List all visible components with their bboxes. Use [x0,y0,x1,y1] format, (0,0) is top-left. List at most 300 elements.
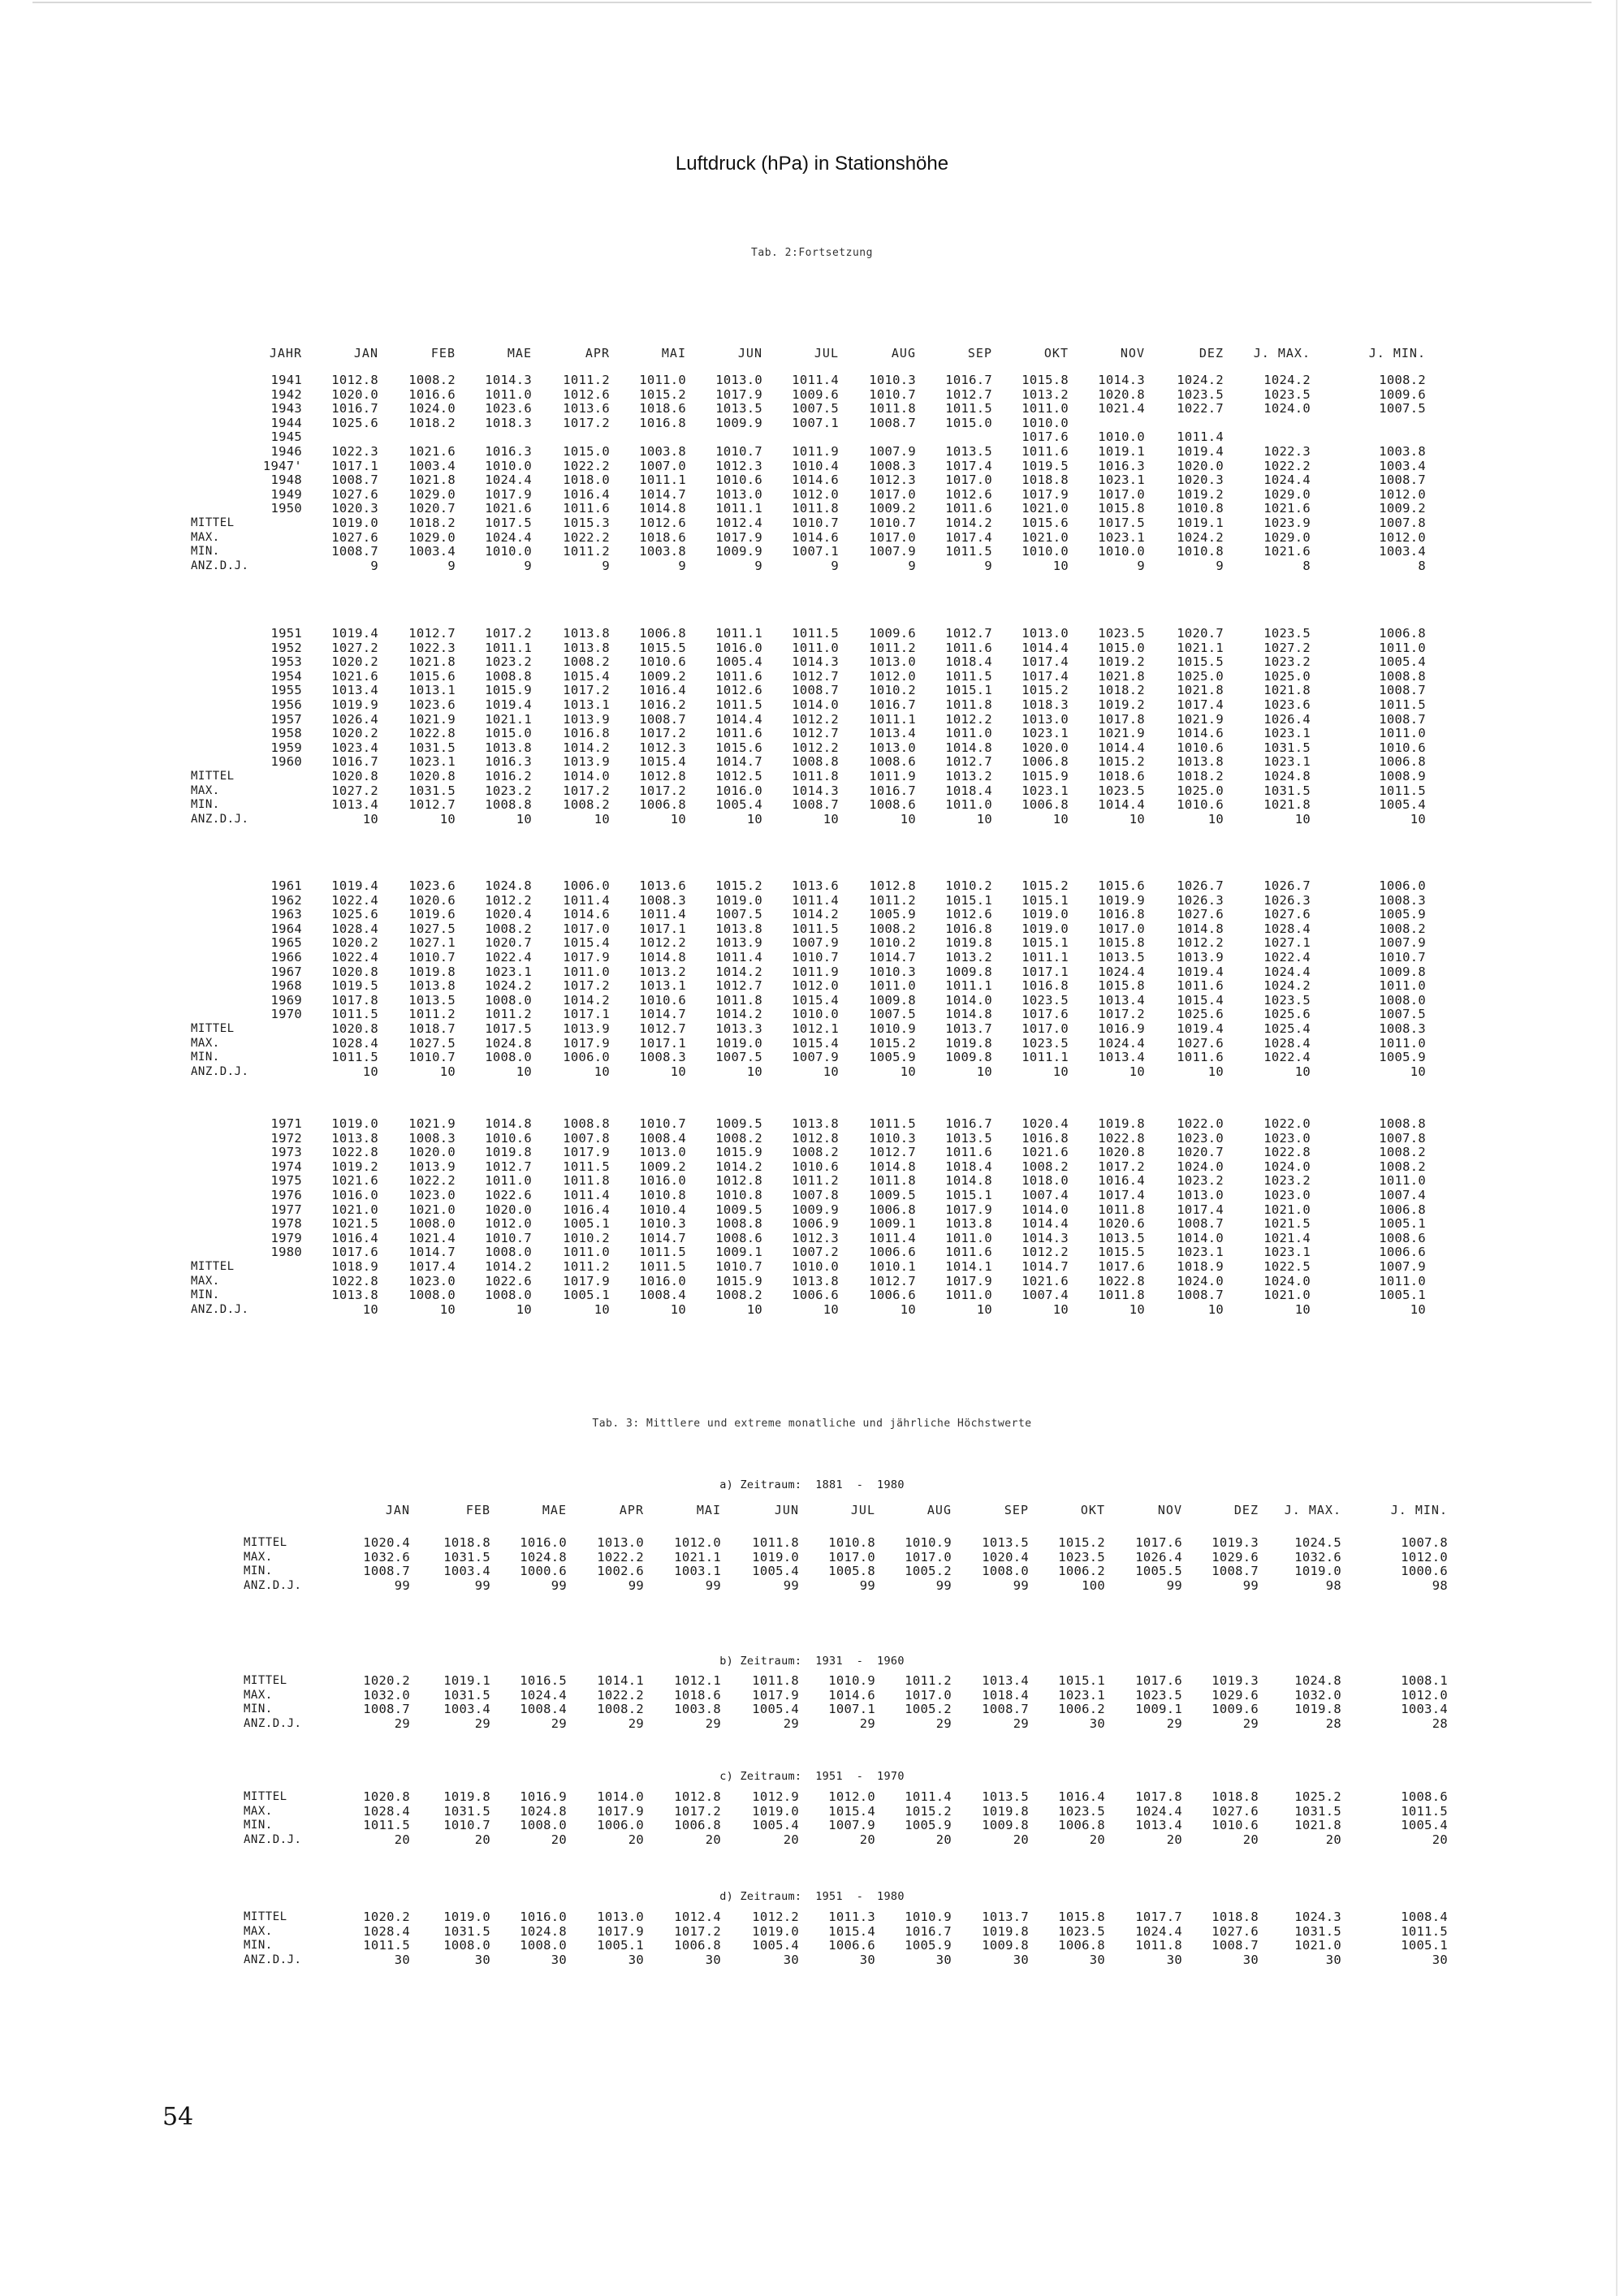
table3-cell: 1008.6 [1401,1789,1448,1804]
table2-cell: 1023.4 [331,740,378,755]
table2-cell: 1014.7 [1021,1259,1069,1274]
table3-cell: 1012.0 [1401,1688,1448,1703]
table2-cell: 1011.0 [563,1245,610,1259]
table2-cell: 9 [1216,559,1224,573]
table2-cell: 1007.9 [792,935,839,950]
table2-cell: 1011.6 [715,669,762,684]
table2-cell: 1016.7 [869,783,916,798]
table2-cell: 1008.3 [408,1131,456,1146]
table2-cell: 1023.2 [1263,1173,1311,1188]
table3-cell: 1015.1 [1058,1673,1105,1688]
table2-cell: 1020.8 [331,769,378,783]
table3-row-label: ANZ.D.J. [244,1717,302,1730]
table2-cell: 1013.8 [331,1288,378,1302]
table2-cell: 1013.0 [1177,1188,1224,1202]
table2-cell: 1022.6 [485,1274,532,1288]
table2-cell: 1008.2 [715,1131,762,1146]
table2-cell: 9 [831,559,839,573]
table2-cell: 1010.6 [792,1159,839,1174]
table3-cell: 1012.0 [828,1789,875,1804]
table2-cell: 1023.9 [1263,516,1311,530]
table2-cell: 1011.4 [869,1231,916,1245]
table2-cell: 1023.5 [1098,783,1145,798]
table2-cell: 1012.7 [639,1021,686,1036]
table2-row-year: 1965 [270,935,302,950]
table2-cell: 1014.2 [563,993,610,1008]
table2-cell: 1016.3 [1098,459,1145,473]
table2-cell: 1009.5 [715,1202,762,1217]
table2-cell: 1031.5 [408,783,456,798]
table3-cell: 1002.6 [597,1564,644,1578]
table2-row-year: 1953 [270,654,302,669]
table3-cell: 1024.4 [1135,1804,1182,1819]
table2-cell: 1006.6 [792,1288,839,1302]
table2-cell: 1024.0 [1263,1274,1311,1288]
table3-cell: 1005.4 [1401,1818,1448,1832]
table2-cell: 10 [976,812,992,826]
table2-cell: 1013.9 [715,935,762,950]
table3-cell: 1019.0 [752,1924,799,1939]
table2-cell: 1022.4 [1263,1050,1311,1064]
table2-cell: 1021.4 [408,1231,456,1245]
table3-cell: 30 [1013,1953,1029,1967]
table2-cell: 1007.1 [792,544,839,559]
table2-cell: 1015.9 [715,1145,762,1159]
table3-header-2: MAE [542,1503,567,1517]
table2-cell: 10 [1294,1064,1311,1079]
table2-cell: 1020.4 [1021,1116,1069,1131]
table2-cell: 1013.8 [331,1131,378,1146]
table2-cell: 1011.6 [715,726,762,740]
table2-cell: 1007.5 [715,1050,762,1064]
table2-cell: 1008.8 [563,1116,610,1131]
table2-cell: 1014.8 [869,1159,916,1174]
table2-cell: 1006.8 [1379,754,1426,769]
table2-cell: 1013.6 [639,878,686,893]
table2-cell: 1019.0 [331,516,378,530]
table2-cell: 1012.1 [792,1021,839,1036]
table2-cell: 1019.9 [1098,893,1145,908]
table2-cell: 1016.4 [639,683,686,697]
table2-cell: 1005.9 [869,1050,916,1064]
table2-cell: 1015.6 [1098,878,1145,893]
table2-cell: 1012.7 [485,1159,532,1174]
table2-cell: 1015.4 [792,993,839,1008]
table2-cell: 1005.4 [1379,797,1426,812]
table2-cell: 1021.0 [1263,1288,1311,1302]
table3-cell: 1009.1 [1135,1702,1182,1716]
table2-cell: 1018.9 [331,1259,378,1274]
table2-cell: 1017.4 [1177,1202,1224,1217]
table2-cell: 1015.8 [1098,501,1145,516]
table2-cell: 1016.2 [639,697,686,712]
table2-cell: 1007.5 [1379,1007,1426,1021]
table2-cell: 1011.5 [563,1159,610,1174]
table2-cell: 1014.7 [639,1231,686,1245]
table3-cell: 29 [935,1716,952,1731]
table2-cell: 1023.6 [408,697,456,712]
table2-cell: 1014.1 [945,1259,992,1274]
table2-cell: 1012.6 [945,907,992,921]
table2-row-year: 1945 [270,429,302,444]
table3-cell: 1021.1 [674,1550,721,1564]
table3-row-label: ANZ.D.J. [244,1953,302,1966]
table2-cell: 1016.0 [715,783,762,798]
table2-cell: 1016.7 [945,1116,992,1131]
table2-row-year: 1976 [270,1188,302,1202]
table2-cell: 1008.7 [331,544,378,559]
table3-cell: 1011.5 [363,1818,410,1832]
table2-cell: 1015.3 [563,516,610,530]
table2-cell: 1020.2 [331,935,378,950]
table2-cell: 1011.2 [563,1259,610,1274]
table2-cell: 1011.1 [945,978,992,993]
table2-cell: 1015.2 [715,878,762,893]
table2-cell: 1011.0 [1379,1274,1426,1288]
table2-cell: 1014.0 [945,993,992,1008]
table2-cell: 1027.2 [331,783,378,798]
table2-cell: 1011.9 [792,965,839,979]
table2-cell: 1021.1 [1177,641,1224,655]
table2-cell: 1011.0 [945,726,992,740]
table3-row-label: MITTEL [244,1910,287,1923]
table2-cell: 1010.4 [792,459,839,473]
table2-cell: 1018.9 [1177,1259,1224,1274]
table2-cell: 1007.8 [1379,1131,1426,1146]
table2-cell: 1019.2 [1098,654,1145,669]
table2-cell: 10 [1207,1302,1224,1317]
table3-cell: 1024.8 [520,1924,567,1939]
table2-cell: 1021.8 [1263,797,1311,812]
table2-cell: 1029.0 [1263,487,1311,502]
table3-cell: 1005.2 [905,1702,952,1716]
table3-cell: 30 [1325,1953,1341,1967]
table2-cell: 1007.5 [715,907,762,921]
table2-cell: 1027.6 [1177,907,1224,921]
table2-cell: 1011.1 [1021,950,1069,965]
table3-cell: 20 [1089,1832,1105,1847]
table2-cell: 1010.7 [715,1259,762,1274]
table3-cell: 1017.6 [1135,1535,1182,1550]
table2-cell: 1017.1 [1021,965,1069,979]
table2-cell: 1020.7 [408,501,456,516]
table2-cell: 1003.8 [639,444,686,459]
table2-cell: 10 [439,1064,456,1079]
table2-cell: 1023.1 [1263,726,1311,740]
table2-cell: 1017.9 [715,530,762,545]
table3-cell: 99 [1166,1578,1182,1593]
table2-cell: 1008.7 [1177,1216,1224,1231]
table2-cell: 1012.7 [945,387,992,402]
table2-cell: 1011.6 [1177,1050,1224,1064]
table2-cell: 1012.0 [1379,530,1426,545]
table2-cell: 1013.9 [408,1159,456,1174]
table2-cell: 1011.2 [563,544,610,559]
table3-cell: 30 [474,1953,490,1967]
table2-cell: 1017.1 [331,459,378,473]
table3-cell: 1022.2 [597,1550,644,1564]
table2-cell: 1017.0 [1098,487,1145,502]
table2-cell: 1003.4 [1379,544,1426,559]
table2-cell: 1010.0 [485,544,532,559]
table2-cell: 1005.1 [563,1288,610,1302]
table3-row-label: MAX. [244,1805,273,1818]
table2-cell: 1011.0 [945,1231,992,1245]
table2-cell: 1010.0 [792,1259,839,1274]
table2-cell: 1011.4 [563,893,610,908]
table2-cell: 9 [678,559,686,573]
table2-cell: 1008.3 [639,1050,686,1064]
table2-row-year: 1942 [270,387,302,402]
table2-cell: 1008.0 [485,1245,532,1259]
table3-cell: 1012.0 [1401,1550,1448,1564]
table2-cell: 1006.8 [639,797,686,812]
table2-cell: 1021.9 [408,712,456,727]
table3-row-label: MIN. [244,1703,273,1716]
table2-cell: 1022.2 [1263,459,1311,473]
table2-cell: 1014.4 [1098,797,1145,812]
table2-row-year: 1961 [270,878,302,893]
table2-cell: 1011.0 [1379,726,1426,740]
table2-cell: 1017.6 [1021,429,1069,444]
table2-cell: 1013.8 [563,626,610,641]
table2-row-year: 1958 [270,726,302,740]
table3-cell: 20 [705,1832,721,1847]
table2-cell: 1022.2 [408,1173,456,1188]
table3-cell: 1019.8 [1294,1702,1341,1716]
table2-cell: 1021.8 [1263,683,1311,697]
table2-cell: 1014.2 [485,1259,532,1274]
table3-cell: 1012.1 [674,1673,721,1688]
table2-row-year: 1944 [270,416,302,430]
table2-cell: 10 [746,1064,762,1079]
table3-cell: 1031.5 [1294,1804,1341,1819]
table2-cell: 1019.0 [1021,921,1069,936]
table3-header-5: JUN [774,1503,799,1517]
table2-row-label: MITTEL [191,770,235,783]
table2-cell: 1010.0 [1098,429,1145,444]
table3-cell: 99 [551,1578,567,1593]
table2-cell: 1014.7 [715,754,762,769]
table2-cell: 8 [1418,559,1426,573]
table2-cell: 1017.2 [639,783,686,798]
table3-cell: 20 [1166,1832,1182,1847]
table2-cell: 1012.7 [408,797,456,812]
table2-cell: 1014.3 [1021,1231,1069,1245]
table2-cell: 1012.6 [715,683,762,697]
table3-cell: 1017.0 [828,1550,875,1564]
table2-cell: 1008.0 [485,1288,532,1302]
table3-cell: 1003.4 [1401,1702,1448,1716]
table2-cell: 1021.9 [1177,712,1224,727]
table2-cell: 1005.9 [869,907,916,921]
table2-cell: 1023.1 [1021,726,1069,740]
table2-row-year: 1949 [270,487,302,502]
table3-cell: 1023.1 [1058,1688,1105,1703]
table3-cell: 20 [783,1832,799,1847]
table3-cell: 1013.0 [597,1910,644,1924]
table2-row-year: 1962 [270,893,302,908]
table2-cell: 1011.4 [715,950,762,965]
table2-cell: 1013.5 [1098,1231,1145,1245]
table2-cell: 10 [976,1302,992,1317]
table2-cell: 1011.2 [408,1007,456,1021]
table2-cell: 1007.4 [1021,1288,1069,1302]
table2-cell: 1011.5 [639,1245,686,1259]
table2-header-6: JUN [737,346,762,360]
table3-cell: 28 [1432,1716,1448,1731]
table2-cell: 1019.2 [331,1159,378,1174]
table2-cell: 1010.2 [563,1231,610,1245]
table3-cell: 1011.5 [363,1938,410,1953]
table3-cell: 1013.7 [982,1910,1029,1924]
table2-cell: 1003.8 [639,544,686,559]
table2-cell: 1013.8 [792,1274,839,1288]
table2-cell: 1019.0 [331,1116,378,1131]
table2-cell: 1020.6 [1098,1216,1145,1231]
table2-cell: 10 [516,1064,532,1079]
table2-cell: 1011.6 [1021,444,1069,459]
table2-cell: 8 [1302,559,1311,573]
table2-cell: 1017.4 [1177,697,1224,712]
table2-cell: 1007.5 [869,1007,916,1021]
table2-header-14: J. MIN. [1368,346,1426,360]
table3-cell: 30 [551,1953,567,1967]
table3-cell: 1010.6 [1212,1818,1259,1832]
table2-cell: 1024.2 [1263,978,1311,993]
table2-cell: 1008.2 [563,654,610,669]
table3-cell: 1005.2 [905,1564,952,1578]
table3-header-0: JAN [385,1503,410,1517]
table2-cell: 1021.6 [408,444,456,459]
table3-cell: 1010.9 [905,1910,952,1924]
table2-cell: 1026.4 [331,712,378,727]
table2-cell: 1017.6 [1098,1259,1145,1274]
table3-cell: 1013.4 [1135,1818,1182,1832]
table2-cell: 1011.2 [563,373,610,387]
table2-row-year: 1977 [270,1202,302,1217]
table3-cell: 1019.1 [443,1673,490,1688]
table2-cell: 1008.0 [485,993,532,1008]
table2-caption: Tab. 2:Fortsetzung [751,247,873,259]
table2-header-10: OKT [1043,346,1069,360]
table3-cell: 20 [1242,1832,1259,1847]
table2-cell: 1021.6 [1263,544,1311,559]
table2-cell: 1028.4 [331,1036,378,1051]
table2-cell: 1012.7 [715,978,762,993]
table2-cell: 1021.6 [485,501,532,516]
table2-cell: 1017.6 [1021,1007,1069,1021]
table2-cell: 1011.5 [331,1007,378,1021]
table3-cell: 1009.6 [1212,1702,1259,1716]
table2-cell: 1022.8 [331,1145,378,1159]
table2-cell: 10 [1129,1064,1145,1079]
table2-cell: 1011.6 [1177,978,1224,993]
table2-cell: 1024.2 [1177,373,1224,387]
table2-cell: 1013.0 [1021,626,1069,641]
table2-cell: 1009.1 [869,1216,916,1231]
table3-cell: 1021.0 [1294,1938,1341,1953]
table2-row-year: 1956 [270,697,302,712]
table2-cell: 1015.2 [1021,878,1069,893]
table3-cell: 1000.6 [520,1564,567,1578]
table3-row-label: MITTEL [244,1674,287,1687]
table2-cell: 1023.5 [1263,626,1311,641]
table3-cell: 1017.2 [674,1924,721,1939]
table2-cell: 1007.5 [1379,401,1426,416]
table2-cell: 1022.4 [485,950,532,965]
table2-cell: 1014.8 [1177,921,1224,936]
table2-row-year: 1947' [262,459,302,473]
table2-cell: 1020.2 [331,726,378,740]
table2-cell: 1011.2 [792,1173,839,1188]
table3-cell: 29 [1242,1716,1259,1731]
table2-cell: 1023.5 [1263,993,1311,1008]
table3-cell: 1013.5 [982,1535,1029,1550]
table2-cell: 1016.8 [1021,1131,1069,1146]
table2-cell: 10 [976,1064,992,1079]
table3-row-label: MAX. [244,1925,273,1938]
table3-cell: 1009.8 [982,1818,1029,1832]
table2-row-year: 1959 [270,740,302,755]
table2-cell: 1029.0 [1263,530,1311,545]
table2-cell: 1017.4 [1098,1188,1145,1202]
table3-cell: 1020.2 [363,1910,410,1924]
table2-cell: 1015.2 [1098,754,1145,769]
table3-cell: 1019.0 [752,1550,799,1564]
table2-cell: 1019.4 [1177,1021,1224,1036]
table2-cell: 1011.0 [1379,978,1426,993]
table2-cell: 1016.4 [563,487,610,502]
table3-cell: 1023.5 [1135,1688,1182,1703]
table2-cell: 1022.2 [563,530,610,545]
table2-cell: 1011.0 [485,1173,532,1188]
table3-cell: 1008.4 [1401,1910,1448,1924]
table3-cell: 1005.1 [597,1938,644,1953]
table2-cell: 1012.6 [945,487,992,502]
table3-cell: 1011.8 [752,1535,799,1550]
table2-cell: 1013.5 [945,444,992,459]
table2-header-12: DEZ [1199,346,1224,360]
table2-cell: 1023.0 [408,1274,456,1288]
table2-cell: 1022.8 [1098,1274,1145,1288]
table3-cell: 1006.8 [1058,1818,1105,1832]
table3-cell: 1021.8 [1294,1818,1341,1832]
table2-cell: 1017.4 [945,530,992,545]
table3-cell: 20 [1013,1832,1029,1847]
table2-cell: 1013.8 [945,1216,992,1231]
table2-cell: 1024.4 [1098,1036,1145,1051]
table3-cell: 1032.6 [1294,1550,1341,1564]
table3-cell: 1012.4 [674,1910,721,1924]
table3-cell: 98 [1432,1578,1448,1593]
table2-cell: 1008.2 [1379,921,1426,936]
table2-cell: 1014.0 [1021,1202,1069,1217]
table3-cell: 99 [394,1578,410,1593]
table2-cell: 1022.4 [331,950,378,965]
table3-cell: 1006.8 [1058,1938,1105,1953]
table2-cell: 1025.6 [1177,1007,1224,1021]
table2-cell: 1016.9 [1098,1021,1145,1036]
table3-cell: 1020.4 [363,1535,410,1550]
table2-cell: 1013.8 [563,641,610,655]
table2-cell: 1027.6 [331,487,378,502]
table2-cell: 1009.2 [639,1159,686,1174]
table2-cell: 1012.0 [869,669,916,684]
table3-cell: 99 [628,1578,644,1593]
table2-cell: 1019.8 [945,1036,992,1051]
table3-cell: 1005.9 [905,1938,952,1953]
